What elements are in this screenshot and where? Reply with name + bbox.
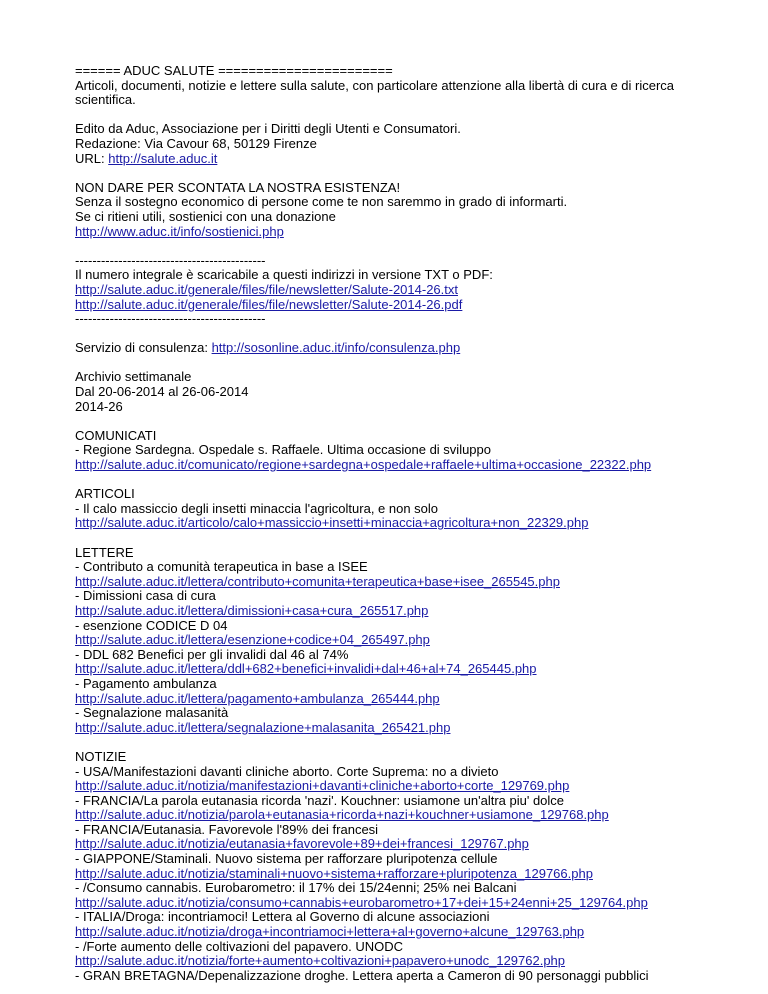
- archive-range: Dal 20-06-2014 al 26-06-2014: [75, 384, 249, 400]
- archive-title: Archivio settimanale: [75, 369, 192, 385]
- item-title: - /Forte aumento delle coltivazioni del papavero. UNODC: [75, 938, 404, 954]
- item-title: - GRAN BRETAGNA/Depenalizzazione droghe. Lettera aperta a Cameron di 90 personaggi pubblici: [75, 967, 649, 983]
- item-link[interactable]: http://salute.aduc.it/notizia/manifestazioni+davanti+cliniche+aborto+corte_129769.php: [75, 778, 570, 794]
- item-link[interactable]: http://salute.aduc.it/notizia/parola+eutanasia+ricorda+nazi+kouchner+usiamone_129768.php: [75, 807, 609, 823]
- item-link[interactable]: http://salute.aduc.it/lettera/pagamento+ambulanza_265444.php: [75, 690, 440, 706]
- section-heading: LETTERE: [75, 544, 134, 560]
- support-text-1: Senza il sostegno economico di persone come te non saremmo in grado di informarti.: [75, 194, 568, 210]
- item-link[interactable]: http://salute.aduc.it/notizia/forte+aumento+coltivazioni+papavero+unodc_129762.php: [75, 953, 566, 969]
- item-title: - Contributo a comunità terapeutica in base a ISEE: [75, 559, 368, 575]
- publisher-line: Edito da Aduc, Associazione per i Diritti degli Utenti e Consumatori.: [75, 121, 461, 137]
- item-link[interactable]: http://salute.aduc.it/lettera/esenzione+codice+04_265497.php: [75, 632, 430, 648]
- item-title: - GIAPPONE/Staminali. Nuovo sistema per rafforzare pluripotenza cellule: [75, 851, 498, 867]
- item-title: - FRANCIA/Eutanasia. Favorevole l'89% dei francesi: [75, 821, 379, 837]
- separator-bottom: --------------------------------------------: [75, 311, 266, 327]
- download-text: Il numero integrale è scaricabile a questi indirizzi in versione TXT o PDF:: [75, 267, 493, 283]
- item-title: - DDL 682 Benefici per gli invalidi dal 46 al 74%: [75, 646, 349, 662]
- item-title: - /Consumo cannabis. Eurobarometro: il 17% dei 15/24enni; 25% nei Balcani: [75, 880, 517, 896]
- item-link[interactable]: http://salute.aduc.it/lettera/contributo+comunita+terapeutica+base+isee_265545.php: [75, 573, 560, 589]
- section-heading: COMUNICATI: [75, 427, 157, 443]
- item-link[interactable]: http://salute.aduc.it/notizia/droga+incontriamoci+lettera+al+governo+alcune_129763.php: [75, 924, 585, 940]
- section-heading: ARTICOLI: [75, 486, 135, 502]
- consulting-label: Servizio di consulenza:: [75, 340, 212, 356]
- item-title: - Segnalazione malasanità: [75, 705, 229, 721]
- item-link[interactable]: http://salute.aduc.it/comunicato/regione+sardegna+ospedale+raffaele+ultima+occasione_22322.php: [75, 457, 652, 473]
- url-line: [75, 152, 708, 167]
- archive-issue: 2014-26: [75, 398, 123, 414]
- spacer: [75, 473, 708, 488]
- spacer: [75, 356, 708, 371]
- pdf-download-link[interactable]: http://salute.aduc.it/generale/files/file/newsletter/Salute-2014-26.pdf: [75, 296, 463, 312]
- spacer: [75, 414, 708, 429]
- item-title: - FRANCIA/La parola eutanasia ricorda 'nazi'. Kouchner: usiamone un'altra piu' dolce: [75, 792, 565, 808]
- txt-download-link[interactable]: http://salute.aduc.it/generale/files/file/newsletter/Salute-2014-26.txt: [75, 281, 458, 297]
- spacer: [75, 166, 708, 181]
- consulting-line: [75, 341, 708, 356]
- item-title: - Il calo massiccio degli insetti minaccia l'agricoltura, e non solo: [75, 500, 439, 516]
- item-title: - Regione Sardegna. Ospedale s. Raffaele. Ultima occasione di sviluppo: [75, 442, 491, 458]
- support-text-2: Se ci ritieni utili, sostienici con una donazione: [75, 208, 336, 224]
- spacer: [75, 531, 708, 546]
- item-link[interactable]: http://salute.aduc.it/articolo/calo+massiccio+insetti+minaccia+agricoltura+non_22329.php: [75, 515, 589, 531]
- separator-top: --------------------------------------------: [75, 252, 266, 268]
- item-link[interactable]: http://salute.aduc.it/notizia/eutanasia+favorevole+89+dei+francesi_129767.php: [75, 836, 529, 852]
- item-link[interactable]: http://salute.aduc.it/lettera/dimissioni+casa+cura_265517.php: [75, 602, 429, 618]
- newsletter-banner: ====== ADUC SALUTE =======================: [75, 63, 393, 78]
- spacer: [75, 327, 708, 342]
- site-link[interactable]: http://salute.aduc.it: [108, 150, 218, 166]
- item-link[interactable]: http://salute.aduc.it/notizia/consumo+cannabis+eurobarometro+17+dei+15+24enni+25_129764.php: [75, 894, 648, 910]
- consulting-link[interactable]: http://sosonline.aduc.it/info/consulenza.php: [211, 340, 461, 356]
- item-title: - esenzione CODICE D 04: [75, 617, 228, 633]
- spacer: [75, 239, 708, 254]
- section-heading: NOTIZIE: [75, 748, 127, 764]
- item-link[interactable]: http://salute.aduc.it/notizia/staminali+nuovo+sistema+rafforzare+pluripotenza_129766.php: [75, 865, 593, 881]
- item-title: - ITALIA/Droga: incontriamoci! Lettera al Governo di alcune associazioni: [75, 909, 490, 925]
- item-title: - Dimissioni casa di cura: [75, 588, 216, 604]
- support-heading: NON DARE PER SCONTATA LA NOSTRA ESISTENZA!: [75, 179, 401, 195]
- url-label: URL:: [75, 150, 109, 166]
- donation-link[interactable]: http://www.aduc.it/info/sostienici.php: [75, 223, 284, 239]
- item-title: - USA/Manifestazioni davanti cliniche aborto. Corte Suprema: no a divieto: [75, 763, 499, 779]
- newsletter-description: Articoli, documenti, notizie e lettere sulla salute, con particolare attenzione alla libertà di cura e di ricerca scientifica.: [75, 77, 675, 108]
- spacer: [75, 108, 708, 123]
- item-link[interactable]: http://salute.aduc.it/lettera/ddl+682+benefici+invalidi+dal+46+al+74_265445.php: [75, 661, 537, 677]
- address-line: Redazione: Via Cavour 68, 50129 Firenze: [75, 135, 317, 151]
- item-link[interactable]: http://salute.aduc.it/lettera/segnalazione+malasanita_265421.php: [75, 719, 451, 735]
- spacer: [75, 735, 708, 750]
- item-title: - Pagamento ambulanza: [75, 675, 217, 691]
- sections-container: [75, 414, 708, 983]
